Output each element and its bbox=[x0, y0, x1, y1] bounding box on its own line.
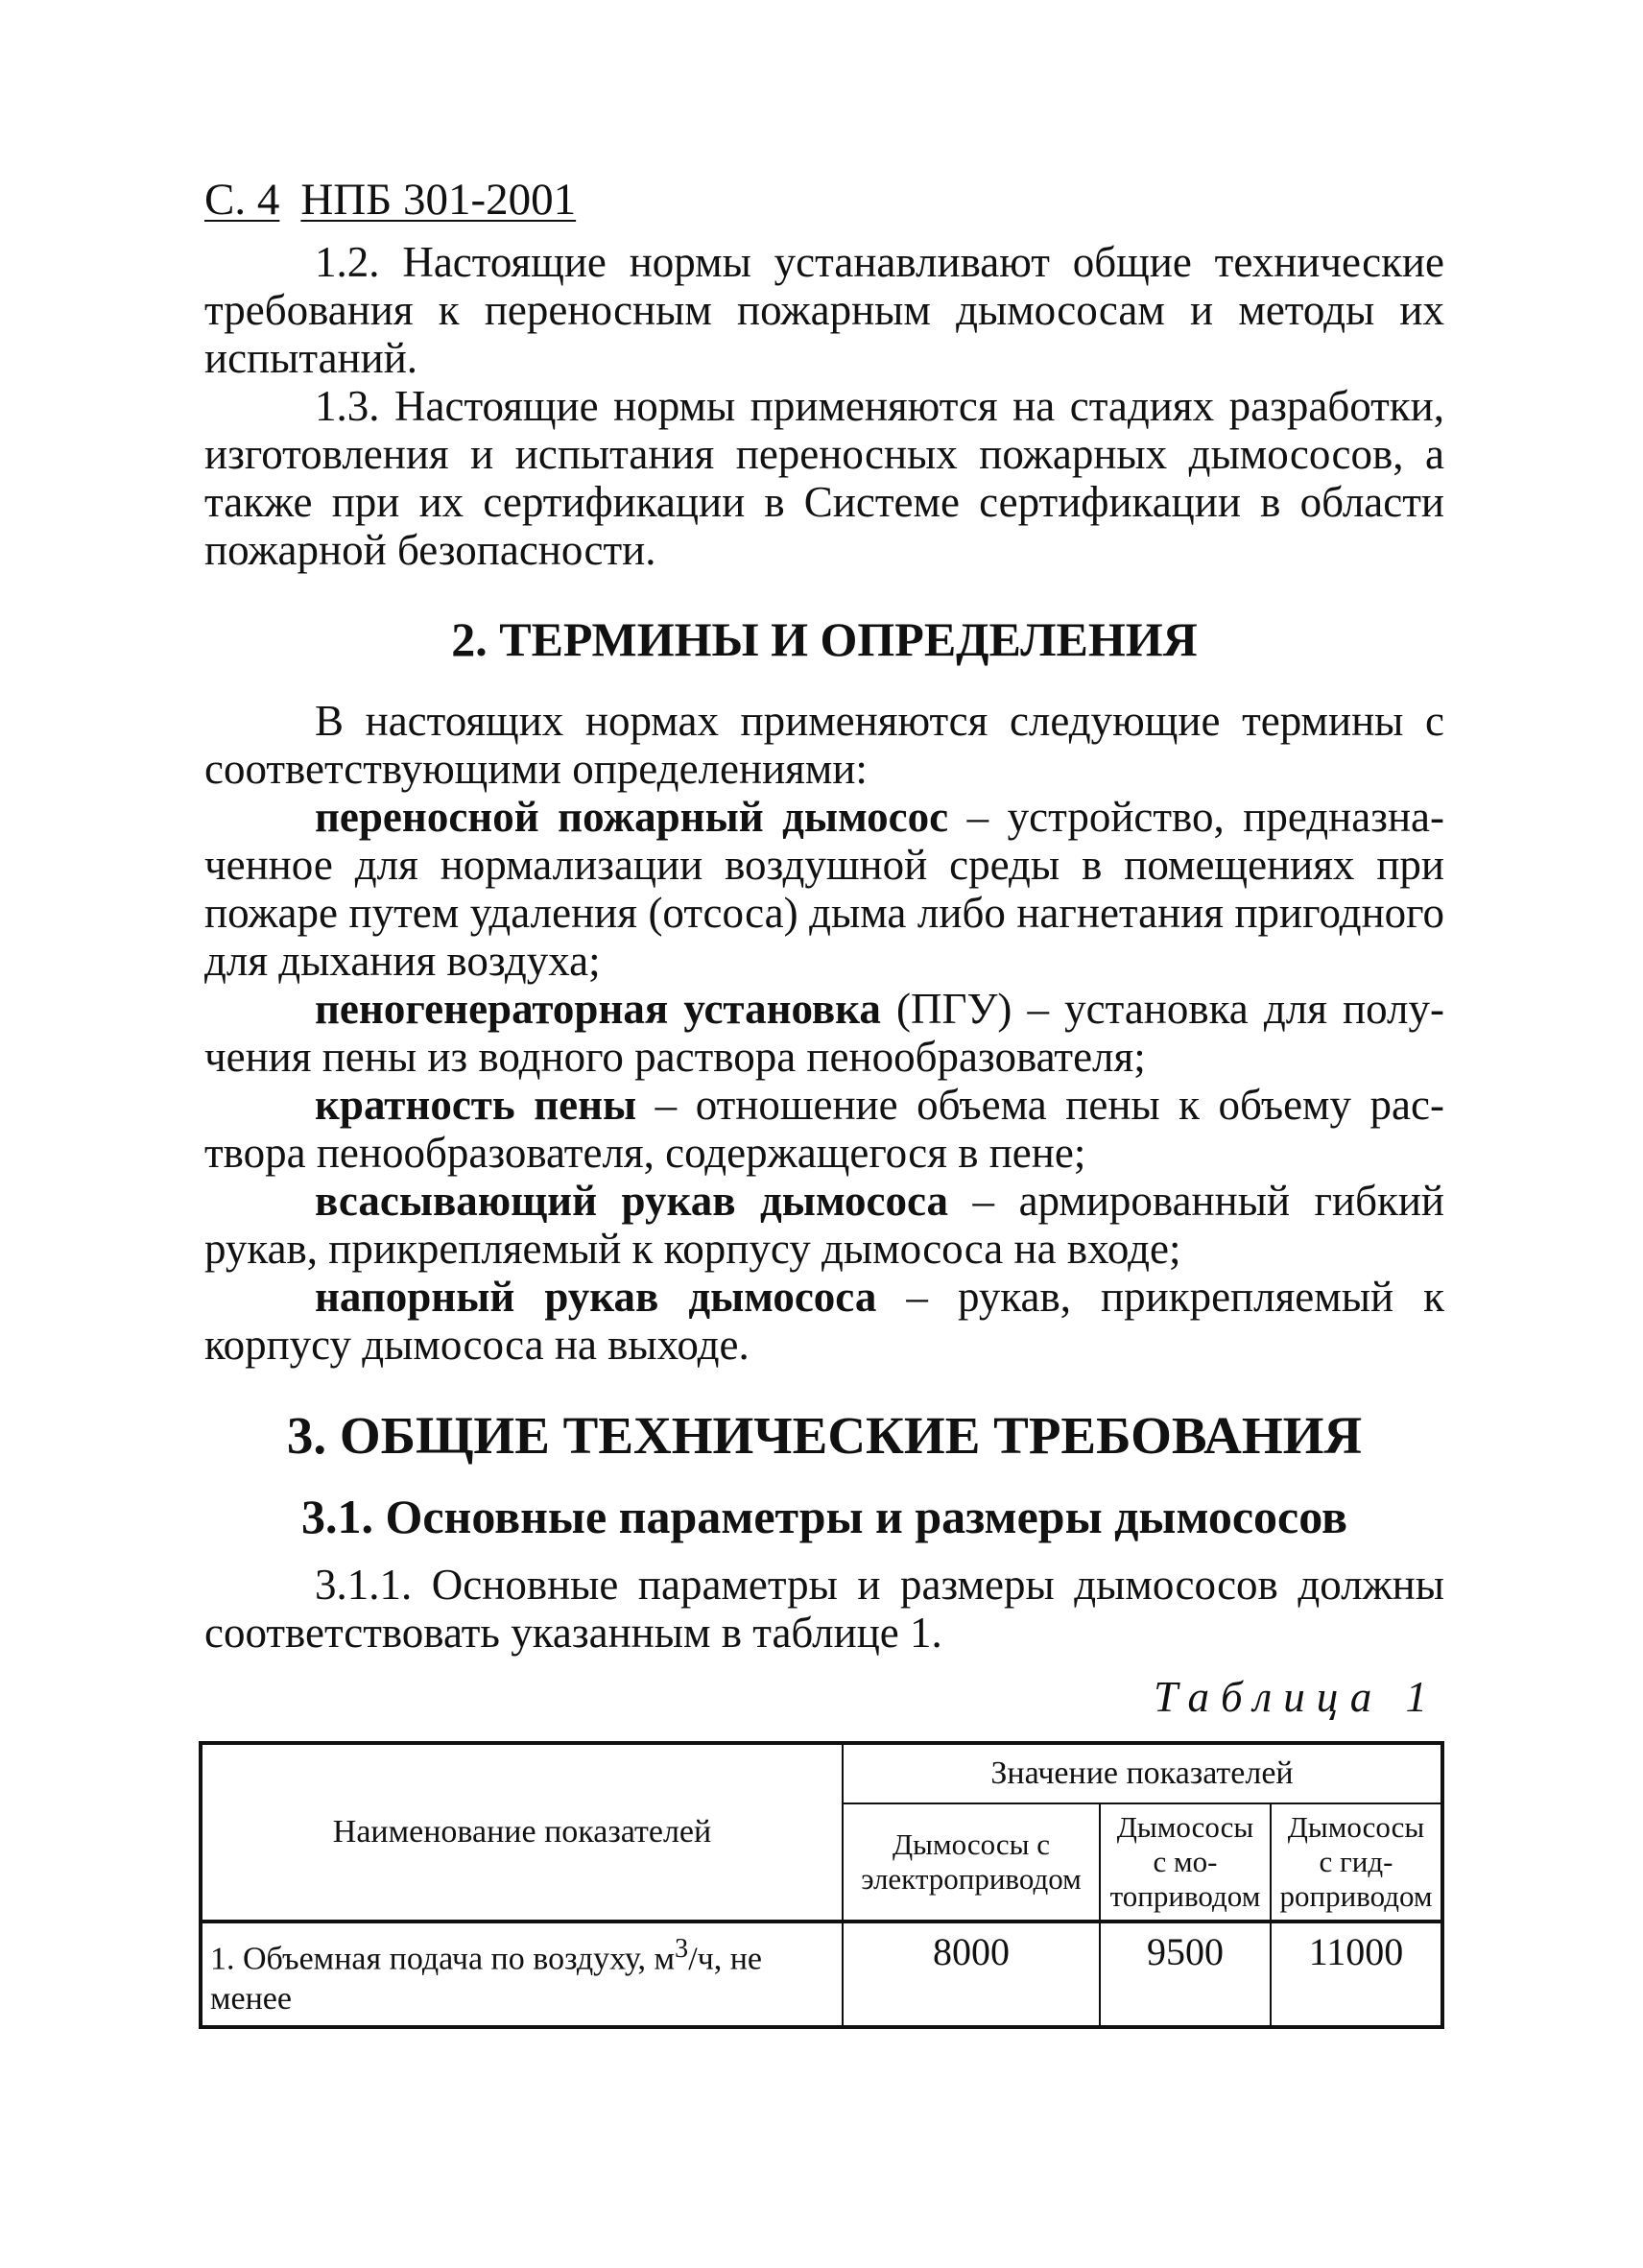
column-header-motor: Дымососы с мотоприводом bbox=[1100, 1803, 1271, 1922]
column-group-header: Значение показателей bbox=[843, 1743, 1442, 1803]
definition: (ПГУ) – установка для получения пены из водного раствора пенообразователя; bbox=[204, 985, 1444, 1081]
table-caption: Таблица 1 bbox=[1154, 1673, 1439, 1721]
term: кратность пены bbox=[315, 1081, 637, 1129]
table-header-row bbox=[201, 1743, 1442, 1803]
running-head bbox=[204, 173, 597, 227]
row-label-text: 1. Объемная подача по воздуху, м bbox=[210, 1941, 676, 1977]
section-3-heading: 3. ОБЩИЕ ТЕХНИЧЕСКИЕ ТРЕБОВАНИЯ bbox=[286, 1406, 1363, 1465]
terms-intro: В настоящих нормах применяются следующие термины с соответствующими определениями: bbox=[204, 697, 1444, 793]
row-label bbox=[201, 1922, 843, 2027]
term-definition bbox=[204, 1273, 1444, 1369]
document-page bbox=[204, 173, 1444, 2029]
term-definition bbox=[204, 985, 1444, 1081]
subsection-3-1-heading: 3.1. Основные параметры и размеры дымососов bbox=[300, 1490, 1348, 1543]
column-header-name: Наименование показателей bbox=[201, 1743, 843, 1922]
definition: – рукав, прикрепляемый к корпусу дымососа на выходе. bbox=[204, 1273, 1444, 1369]
cell-motor: 9500 bbox=[1100, 1922, 1271, 2027]
paragraph-3-1-1: 3.1.1. Основные параметры и размеры дымососов должны соответствовать указанным в таблице 1. bbox=[204, 1561, 1444, 1657]
cell-hydraulic: 11000 bbox=[1271, 1922, 1442, 2027]
column-header-hydraulic: Дымососы с гидроприводом bbox=[1271, 1803, 1442, 1922]
parameters-table bbox=[199, 1741, 1444, 2029]
cell-electric: 8000 bbox=[843, 1922, 1100, 2027]
definition: – устройство, предназначенное для нормализации воздушной среды в помещениях при пожаре путем удаления (отсоса) дыма либо нагнетания пригодного для дыхания воздуха; bbox=[204, 793, 1445, 985]
paragraph-1-3: 1.3. Настоящие нормы применяются на стадиях разработки, изготовления и испытания переносных пожарных дымососов, а также при их сертификации в Системе сертификации в области пожарной безопасности. bbox=[204, 382, 1444, 574]
term: переносной пожарный дымосос bbox=[315, 793, 949, 841]
table-row bbox=[201, 1922, 1442, 2027]
term: пеногенераторная установка bbox=[315, 985, 881, 1033]
section-2-heading: 2. ТЕРМИНЫ И ОПРЕДЕЛЕНИЯ bbox=[451, 612, 1198, 666]
definition: – армированный гибкий рукав, прикрепляемый к корпусу дымососа на входе; bbox=[204, 1177, 1445, 1273]
document-code: НПБ 301-2001 bbox=[300, 175, 577, 225]
row-label-tail: /ч, не менее bbox=[210, 1941, 763, 2017]
term-definition bbox=[204, 1081, 1444, 1177]
term-definition bbox=[204, 1177, 1444, 1273]
paragraph-1-2: 1.2. Настоящие нормы устанавливают общие технические требования к переносным пожарным дымососам и методы их испытаний. bbox=[204, 238, 1444, 382]
column-header-electric: Дымососы с электроприводом bbox=[843, 1803, 1100, 1922]
term-definition bbox=[204, 793, 1444, 985]
term: всасывающий рукав дымососа bbox=[315, 1177, 949, 1225]
term: напорный рукав дымососа bbox=[315, 1273, 877, 1321]
definition: – отношение объема пены к объему раствора пенообразователя, содержащегося в пене; bbox=[204, 1081, 1444, 1177]
page-number: С. 4 bbox=[204, 175, 280, 225]
row-label-superscript: 3 bbox=[675, 1934, 689, 1964]
